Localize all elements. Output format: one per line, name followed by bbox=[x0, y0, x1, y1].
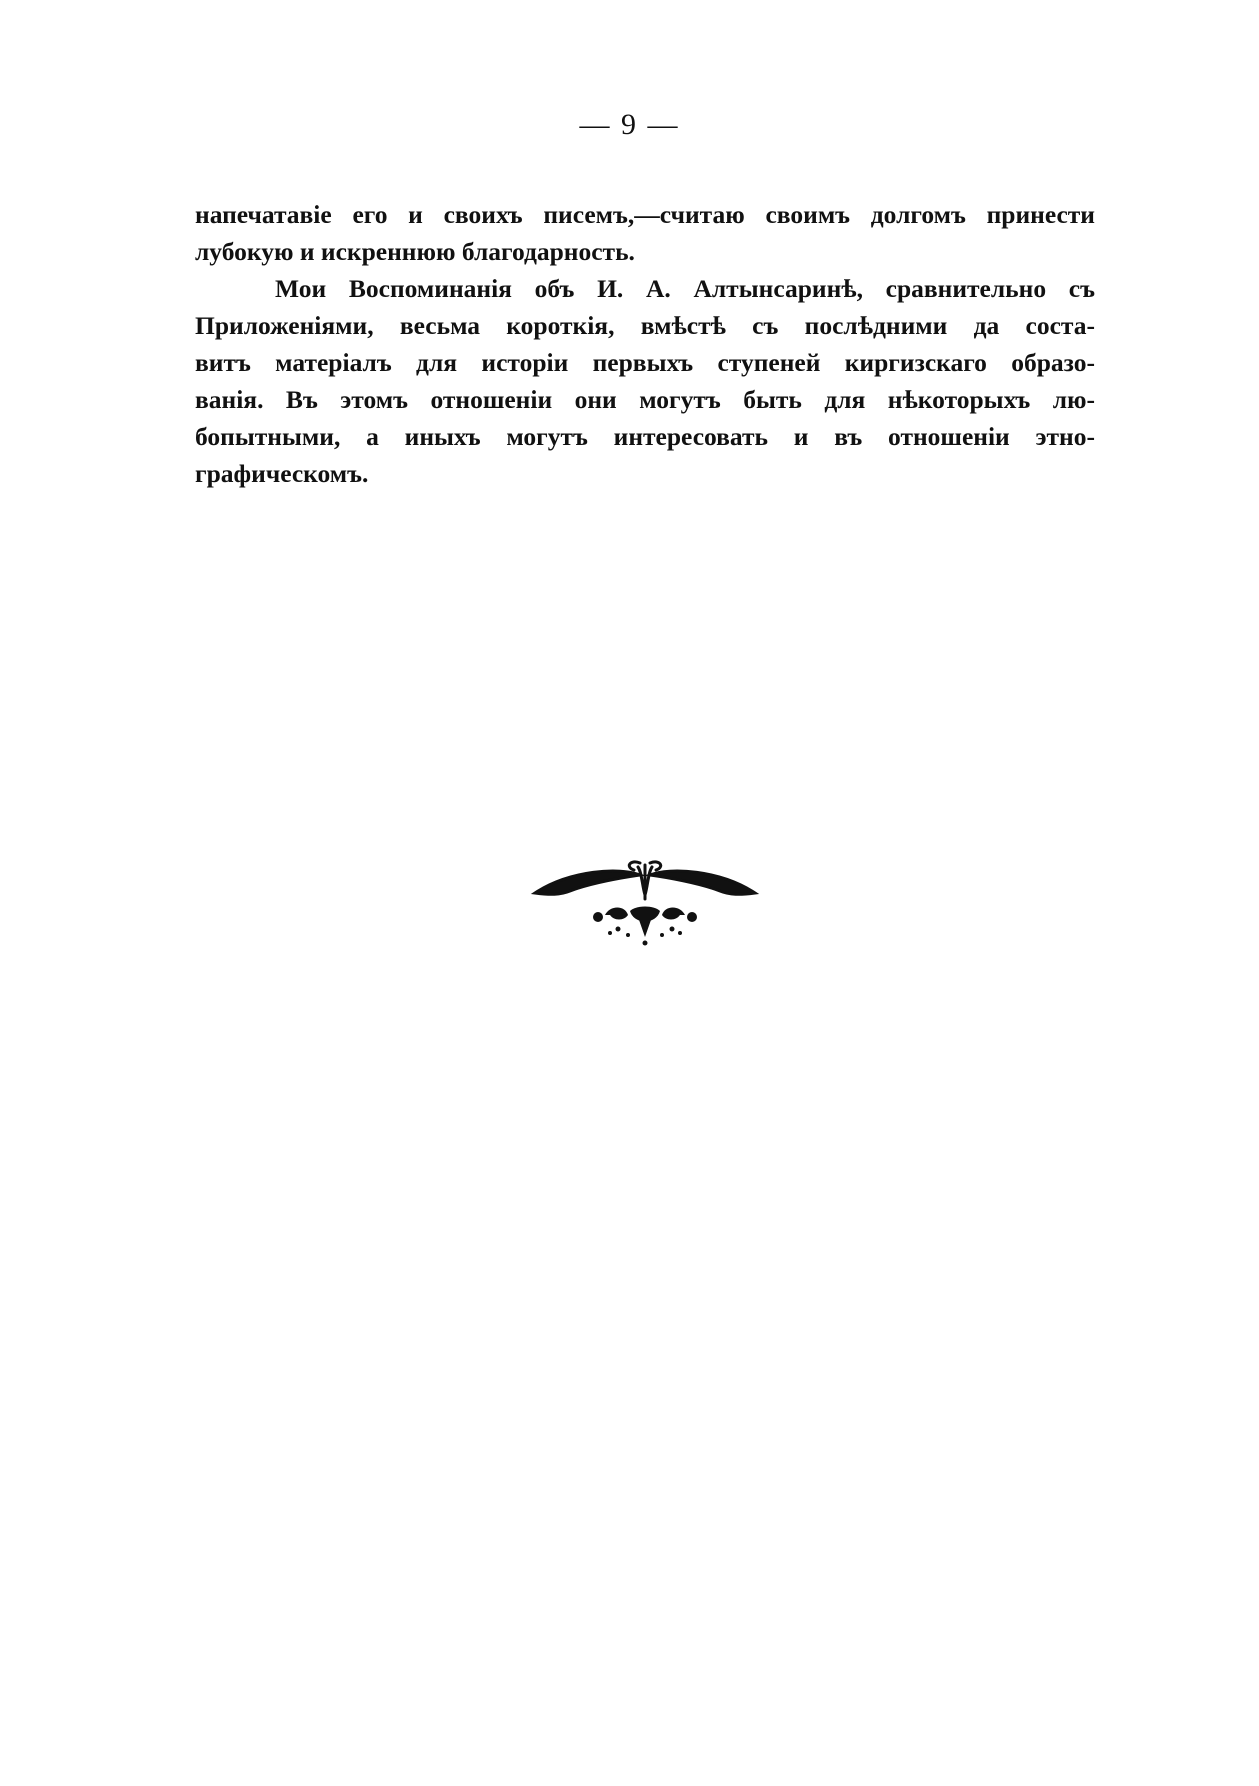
paragraph-2-line-4: ванія. Въ этомъ отношеніи они могутъ быть для нѣкоторыхъ лю- bbox=[195, 385, 1095, 414]
paragraph-2-line-6: графическомъ. bbox=[195, 459, 369, 488]
floral-vignette-icon bbox=[530, 855, 760, 955]
paragraph-2-line-1: Мои Воспоминанія объ И. А. Алтынсаринѣ, сравнительно съ bbox=[275, 274, 1095, 303]
paragraph-1-line-2: лубокую и искреннюю благодарность. bbox=[195, 237, 635, 266]
paragraph-2-line-2: Приложеніями, весьма короткія, вмѣстѣ съ послѣдними да соста- bbox=[195, 311, 1095, 340]
paragraph-1-line-1: напечатавіе его и своихъ писемъ,—считаю своимъ долгомъ принести bbox=[195, 200, 1095, 229]
paragraph-2-line-5: бопытными, а иныхъ могутъ интересовать и въ отношеніи этно- bbox=[195, 422, 1095, 451]
body-text bbox=[195, 196, 1095, 492]
page-number: — 9 — bbox=[579, 108, 680, 141]
paragraph-2-line-3: витъ матеріалъ для исторіи первыхъ ступеней киргизскаго образо- bbox=[195, 348, 1095, 377]
